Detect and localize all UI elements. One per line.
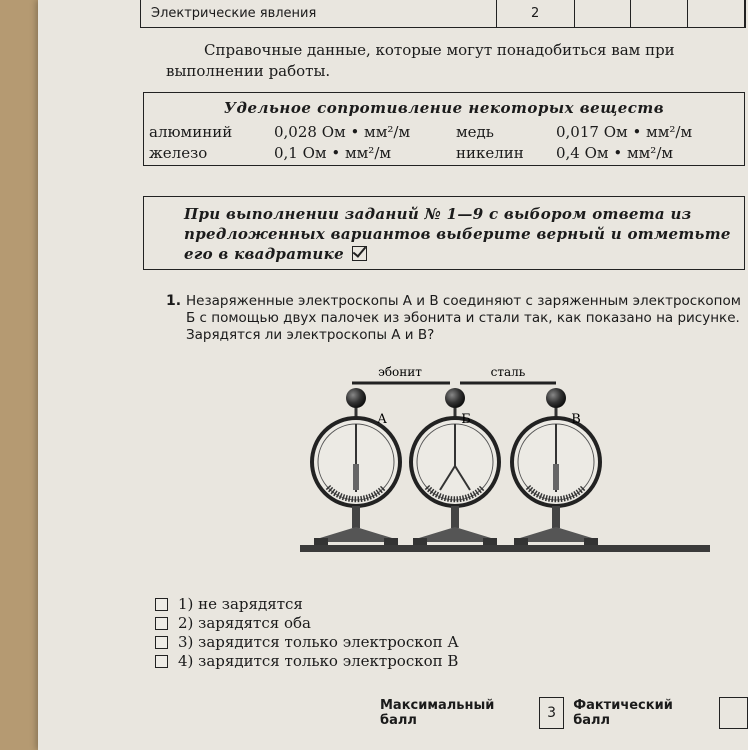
answer-label: 2) зарядятся оба [178,614,311,632]
answer-option[interactable] [155,595,459,614]
answer-label: 3) зарядится только электроскоп А [178,633,459,651]
max-score-value: 3 [539,697,564,729]
checkbox-checked-icon [352,246,367,261]
steel-label: сталь [490,365,526,379]
resistivity-value: 0,028 Ом • мм²/м [274,123,411,141]
answer-checkbox[interactable] [155,617,168,630]
ebonite-label: эбонит [378,365,422,379]
empty-cell [575,0,632,27]
reference-title: Удельное сопротивление некоторых веществ [223,99,665,117]
max-score-label: Максимальный балл [380,698,495,728]
answer-option[interactable] [155,633,459,652]
score-area [380,697,748,729]
instruction-text: При выполнении заданий № 1—9 с выбором ответа из предложенных вариантов выберите верный и отметьте его в квадратике [184,205,731,263]
substance-name: железо [149,144,208,162]
electroscope-b [411,388,499,545]
substance-name: никелин [456,144,524,162]
electroscope-c [512,388,600,545]
question-text: Незаряженные электроскопы А и В соединяют с заряженным электроскопом Б с помощью двух палочек из эбонита и стали так, как показано на рисунке. Зарядятся ли электроскопы А и В? [186,293,741,343]
answer-checkbox[interactable] [155,636,168,649]
intro-text: Справочные данные, которые могут понадобиться вам при выполнении работы. [166,41,675,80]
worksheet-page [38,0,748,750]
actual-score-label: Фактический балл [573,698,673,728]
resistivity-value: 0,017 Ом • мм²/м [556,123,693,141]
answer-option[interactable] [155,652,459,671]
answer-label: 1) не зарядятся [178,595,303,613]
answer-options [155,595,459,671]
topic-table [140,0,746,28]
resistivity-value: 0,1 Ом • мм²/м [274,144,392,162]
empty-cell [688,0,745,27]
label-a: А [377,412,387,427]
answer-option[interactable] [155,614,459,633]
instruction-box [143,196,745,270]
answer-label: 4) зарядится только электроскоп В [178,652,459,670]
actual-score-field[interactable] [719,697,748,729]
task-count-cell: 2 [497,0,575,27]
substance-name: медь [456,123,494,141]
ground-line [300,545,710,552]
answer-checkbox[interactable] [155,655,168,668]
question-number: 1. [166,293,182,309]
label-b: Б [461,412,471,427]
topic-cell: Электрические явления [141,0,497,27]
reference-row [144,144,744,164]
electroscope-a [312,388,400,545]
reference-table [143,92,745,166]
reference-row [144,123,744,143]
substance-name: алюминий [149,123,233,141]
electroscopes-figure [300,362,710,562]
answer-checkbox[interactable] [155,598,168,611]
electroscopes-illustration [300,362,710,562]
empty-cell [631,0,688,27]
resistivity-value: 0,4 Ом • мм²/м [556,144,674,162]
label-c: В [571,412,581,427]
